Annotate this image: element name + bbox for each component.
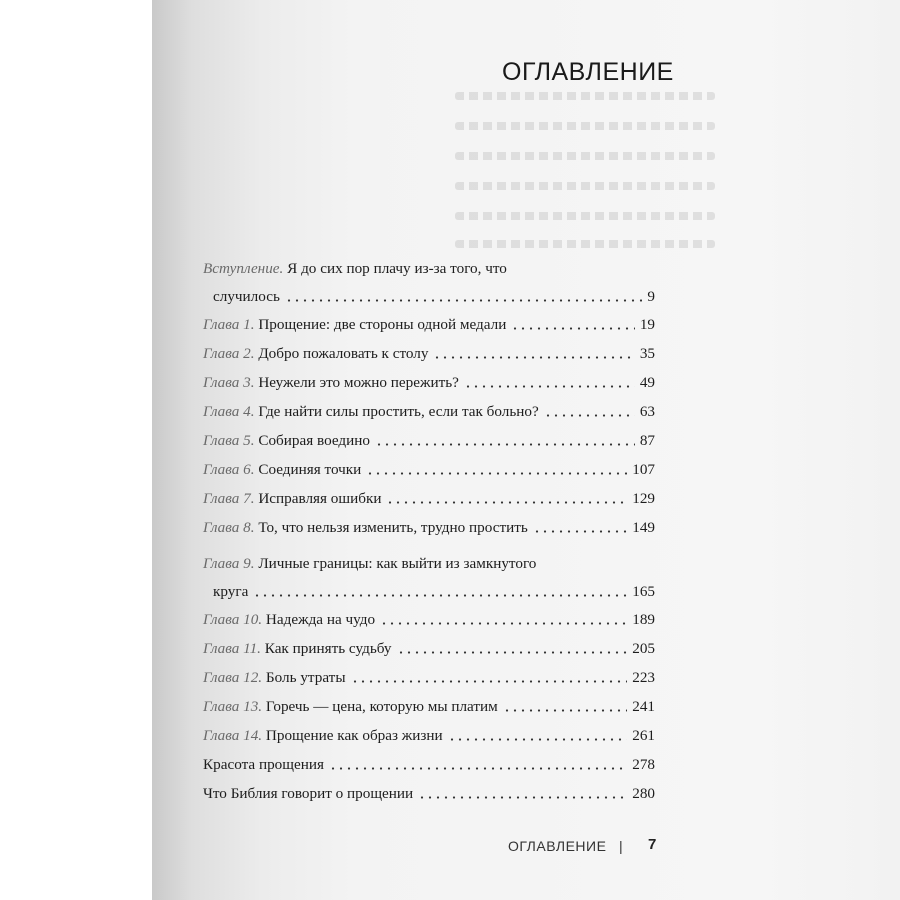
dot-leader	[366, 472, 627, 475]
chapter-label: Глава 5.	[203, 432, 255, 449]
dot-leader	[285, 299, 643, 302]
page-ref: 241	[632, 698, 655, 715]
toc-entry-line	[203, 785, 655, 803]
page-title: ОГЛАВЛЕНИЕ	[502, 58, 674, 86]
chapter-label: Глава 14.	[203, 727, 263, 744]
dot-leader	[253, 594, 627, 597]
chapter-title: Я до сих пор плачу из-за того, что	[287, 260, 507, 277]
chapter-label: Глава 13.	[203, 698, 263, 715]
chapter-title: Добро пожаловать к столу	[258, 345, 429, 362]
chapter-label: Глава 2.	[203, 345, 255, 362]
chapter-title: Горечь — цена, которую мы платим	[265, 698, 498, 715]
toc-entry[interactable]	[203, 640, 655, 658]
dot-leader	[380, 622, 627, 625]
toc-entry-line	[203, 611, 655, 629]
chapter-title: Надежда на чудо	[265, 611, 376, 628]
chapter-title-continued: случилось	[213, 288, 280, 305]
toc-entry[interactable]	[203, 345, 655, 363]
dot-leader	[544, 414, 635, 417]
toc-entry-line	[203, 260, 655, 278]
toc-entry[interactable]	[203, 316, 655, 334]
bleed-through-line	[455, 212, 715, 220]
page-ref: 35	[639, 345, 655, 362]
dot-leader	[503, 709, 627, 712]
dot-leader	[418, 796, 627, 799]
page-ref: 280	[632, 785, 655, 802]
page-ref: 9	[647, 288, 655, 305]
bleed-through-line	[455, 182, 715, 190]
toc-entry[interactable]	[203, 490, 655, 508]
chapter-label: Глава 4.	[203, 403, 255, 420]
toc-entry[interactable]	[203, 611, 655, 629]
chapter-title: Где найти силы простить, если так больно?	[258, 403, 539, 420]
dot-leader	[351, 680, 628, 683]
chapter-title-continued: круга	[213, 583, 249, 600]
chapter-title: Как принять судьбу	[264, 640, 392, 657]
page-ref: 278	[632, 756, 655, 773]
chapter-title: Личные границы: как выйти из замкнутого	[258, 555, 537, 572]
chapter-label: Глава 12.	[203, 669, 263, 686]
toc-entry-line	[203, 461, 655, 479]
dot-leader	[433, 356, 634, 359]
dot-leader	[533, 530, 627, 533]
toc-entry-line	[203, 640, 655, 658]
page-ref: 63	[639, 403, 655, 420]
chapter-label: Глава 6.	[203, 461, 255, 478]
toc-entry[interactable]	[203, 785, 655, 803]
toc-entry[interactable]	[203, 461, 655, 479]
dot-leader	[448, 738, 628, 741]
chapter-label: Вступление.	[203, 260, 284, 277]
page-ref: 189	[632, 611, 655, 628]
page-ref: 129	[632, 490, 655, 507]
toc-entry[interactable]	[203, 432, 655, 450]
chapter-label: Глава 1.	[203, 316, 255, 333]
chapter-label: Глава 7.	[203, 490, 255, 507]
chapter-title: Неужели это можно пережить?	[258, 374, 459, 391]
toc-entry[interactable]	[203, 403, 655, 421]
toc-entry-line	[203, 345, 655, 363]
chapter-title: То, что нельзя изменить, трудно простить	[258, 519, 528, 536]
chapter-title: Прощение как образ жизни	[265, 727, 443, 744]
bleed-through-line	[455, 122, 715, 130]
bleed-through-line	[455, 92, 715, 100]
dot-leader	[329, 767, 627, 770]
toc-entry-line	[203, 403, 655, 421]
toc-entry[interactable]	[203, 555, 655, 601]
chapter-title: Соединяя точки	[258, 461, 362, 478]
toc-entry-line	[203, 288, 655, 306]
chapter-title: Исправляя ошибки	[258, 490, 382, 507]
toc-entry[interactable]	[203, 698, 655, 716]
page-ref: 223	[632, 669, 655, 686]
chapter-title: Прощение: две стороны одной медали	[258, 316, 507, 333]
toc-entry-line	[203, 555, 655, 573]
toc-entry-line	[203, 490, 655, 508]
dot-leader	[464, 385, 635, 388]
chapter-title: Красота прощения	[203, 756, 324, 773]
chapter-label: Глава 10.	[203, 611, 263, 628]
toc-entry-line	[203, 698, 655, 716]
bleed-through-line	[455, 240, 715, 248]
dot-leader	[375, 443, 635, 446]
toc-entry-line	[203, 756, 655, 774]
toc-entry[interactable]	[203, 669, 655, 687]
page-ref: 261	[632, 727, 655, 744]
toc-entry[interactable]	[203, 260, 655, 306]
toc-entry-line	[203, 519, 655, 537]
page-ref: 165	[632, 583, 655, 600]
toc-entry[interactable]	[203, 374, 655, 392]
chapter-label: Глава 3.	[203, 374, 255, 391]
page-ref: 87	[639, 432, 655, 449]
footer-separator: |	[619, 838, 623, 854]
chapter-title: Собирая воедино	[258, 432, 370, 449]
toc-entry-line	[203, 374, 655, 392]
chapter-title: Что Библия говорит о прощении	[203, 785, 414, 802]
toc-entry-line	[203, 669, 655, 687]
toc-entry[interactable]	[203, 519, 655, 537]
toc-entry[interactable]	[203, 756, 655, 774]
toc-entry-line	[203, 316, 655, 334]
running-head: ОГЛАВЛЕНИЕ	[508, 838, 607, 854]
toc-entry[interactable]	[203, 727, 655, 745]
chapter-title: Боль утраты	[265, 669, 346, 686]
chapter-label: Глава 8.	[203, 519, 255, 536]
chapter-label: Глава 9.	[203, 555, 255, 572]
dot-leader	[386, 501, 627, 504]
dot-leader	[511, 327, 634, 330]
page-ref: 49	[639, 374, 655, 391]
dot-leader	[397, 651, 628, 654]
bleed-through-line	[455, 152, 715, 160]
page-number: 7	[648, 836, 657, 853]
toc-entry-line	[203, 583, 655, 601]
page-ref: 107	[632, 461, 655, 478]
chapter-label: Глава 11.	[203, 640, 261, 657]
toc-entry-line	[203, 432, 655, 450]
page-ref: 19	[639, 316, 655, 333]
scan-margin	[0, 0, 152, 900]
page-ref: 149	[632, 519, 655, 536]
page-ref: 205	[632, 640, 655, 657]
toc-entry-line	[203, 727, 655, 745]
